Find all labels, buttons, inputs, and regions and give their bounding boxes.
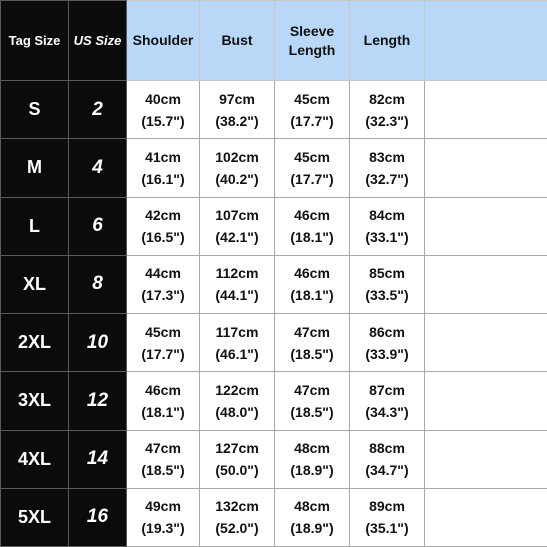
shoulder-cm-value: 47cm	[145, 440, 181, 457]
sleeve-cell	[275, 314, 350, 372]
bust-inch-value: (38.2")	[215, 112, 259, 129]
sleeve-inch-value: (18.1")	[290, 287, 334, 304]
shoulder-cm-value: 40cm	[145, 90, 181, 107]
header-us-size: US Size	[69, 1, 127, 81]
header-length: Length	[350, 1, 425, 81]
header-shoulder: Shoulder	[127, 1, 200, 81]
table-row	[1, 197, 547, 255]
length-cm-value: 82cm	[369, 90, 405, 107]
shoulder-cell	[127, 139, 200, 197]
us-size-cell: 12	[69, 372, 127, 430]
shoulder-cell	[127, 430, 200, 488]
length-cell	[350, 430, 425, 488]
tag-size-cell: 5XL	[1, 488, 69, 546]
bust-cm-value: 112cm	[215, 265, 259, 282]
length-cell	[350, 255, 425, 313]
blank-cell	[425, 255, 547, 313]
length-inch-value: (32.7")	[365, 170, 409, 187]
bust-cm-value: 97cm	[219, 90, 255, 107]
length-cell	[350, 197, 425, 255]
us-size-cell: 14	[69, 430, 127, 488]
shoulder-inch-value: (17.3")	[141, 287, 185, 304]
us-size-cell: 16	[69, 488, 127, 546]
blank-cell	[425, 488, 547, 546]
table-row	[1, 81, 547, 139]
bust-inch-value: (40.2")	[215, 170, 259, 187]
length-cm-value: 84cm	[369, 207, 405, 224]
tag-size-cell: M	[1, 139, 69, 197]
bust-inch-value: (42.1")	[215, 229, 259, 246]
bust-cell	[200, 139, 275, 197]
length-cm-value: 85cm	[369, 265, 405, 282]
header-row	[1, 1, 547, 81]
shoulder-inch-value: (19.3")	[141, 520, 185, 537]
length-cell	[350, 314, 425, 372]
shoulder-inch-value: (18.5")	[141, 462, 185, 479]
bust-cell	[200, 255, 275, 313]
blank-cell	[425, 314, 547, 372]
length-inch-value: (32.3")	[365, 112, 409, 129]
shoulder-cell	[127, 197, 200, 255]
sleeve-cm-value: 45cm	[294, 90, 330, 107]
blank-cell	[425, 197, 547, 255]
blank-cell	[425, 81, 547, 139]
sleeve-cm-value: 47cm	[294, 323, 330, 340]
bust-cm-value: 117cm	[215, 323, 259, 340]
sleeve-inch-value: (17.7")	[290, 170, 334, 187]
length-inch-value: (33.5")	[365, 287, 409, 304]
table-row	[1, 372, 547, 430]
bust-cell	[200, 488, 275, 546]
sleeve-cell	[275, 430, 350, 488]
header-tag-size: Tag Size	[1, 1, 69, 81]
shoulder-cm-value: 44cm	[145, 265, 181, 282]
shoulder-inch-value: (18.1")	[141, 403, 185, 420]
sleeve-cm-value: 47cm	[294, 381, 330, 398]
shoulder-cm-value: 41cm	[145, 148, 181, 165]
header-bust: Bust	[200, 1, 275, 81]
length-inch-value: (35.1")	[365, 520, 409, 537]
table-row	[1, 488, 547, 546]
sleeve-cm-value: 45cm	[294, 148, 330, 165]
shoulder-inch-value: (16.5")	[141, 229, 185, 246]
shoulder-inch-value: (15.7")	[141, 112, 185, 129]
shoulder-cell	[127, 255, 200, 313]
sleeve-cm-value: 48cm	[294, 498, 330, 515]
length-inch-value: (34.7")	[365, 462, 409, 479]
shoulder-inch-value: (16.1")	[141, 170, 185, 187]
shoulder-cm-value: 46cm	[145, 381, 181, 398]
bust-cm-value: 127cm	[215, 440, 259, 457]
us-size-cell: 2	[69, 81, 127, 139]
bust-cell	[200, 430, 275, 488]
bust-inch-value: (48.0")	[215, 403, 259, 420]
sleeve-cell	[275, 372, 350, 430]
us-size-cell: 10	[69, 314, 127, 372]
tag-size-cell: S	[1, 81, 69, 139]
us-size-cell: 8	[69, 255, 127, 313]
sleeve-cell	[275, 488, 350, 546]
header-sleeve-line1: Sleeve	[289, 22, 335, 39]
tag-size-cell: 4XL	[1, 430, 69, 488]
shoulder-cm-value: 45cm	[145, 323, 181, 340]
bust-cell	[200, 197, 275, 255]
sleeve-inch-value: (18.1")	[290, 229, 334, 246]
blank-cell	[425, 139, 547, 197]
us-size-cell: 4	[69, 139, 127, 197]
shoulder-inch-value: (17.7")	[141, 345, 185, 362]
sleeve-cell	[275, 197, 350, 255]
sleeve-cm-value: 48cm	[294, 440, 330, 457]
bust-cm-value: 107cm	[215, 207, 259, 224]
header-sleeve-line2: Length	[288, 41, 336, 58]
length-cm-value: 86cm	[369, 323, 405, 340]
length-inch-value: (33.1")	[365, 229, 409, 246]
length-cell	[350, 488, 425, 546]
bust-inch-value: (52.0")	[215, 520, 259, 537]
bust-cm-value: 132cm	[215, 498, 259, 515]
sleeve-cm-value: 46cm	[294, 207, 330, 224]
sleeve-inch-value: (18.9")	[290, 520, 334, 537]
blank-cell	[425, 372, 547, 430]
table-row	[1, 430, 547, 488]
bust-cell	[200, 81, 275, 139]
length-cell	[350, 81, 425, 139]
shoulder-cell	[127, 488, 200, 546]
shoulder-cell	[127, 314, 200, 372]
header-sleeve-length	[275, 1, 350, 81]
length-cm-value: 87cm	[369, 381, 405, 398]
bust-inch-value: (46.1")	[215, 345, 259, 362]
bust-inch-value: (50.0")	[215, 462, 259, 479]
tag-size-cell: 2XL	[1, 314, 69, 372]
shoulder-cell	[127, 372, 200, 430]
table-row	[1, 255, 547, 313]
bust-cell	[200, 314, 275, 372]
shoulder-cm-value: 42cm	[145, 207, 181, 224]
header-blank	[425, 1, 547, 81]
table-row	[1, 139, 547, 197]
length-cell	[350, 372, 425, 430]
sleeve-inch-value: (18.5")	[290, 345, 334, 362]
tag-size-cell: XL	[1, 255, 69, 313]
sleeve-cell	[275, 255, 350, 313]
bust-cm-value: 122cm	[215, 381, 259, 398]
sleeve-inch-value: (18.9")	[290, 462, 334, 479]
sleeve-cell	[275, 139, 350, 197]
sleeve-inch-value: (18.5")	[290, 403, 334, 420]
table-row	[1, 314, 547, 372]
length-cm-value: 88cm	[369, 440, 405, 457]
length-inch-value: (33.9")	[365, 345, 409, 362]
length-cell	[350, 139, 425, 197]
us-size-cell: 6	[69, 197, 127, 255]
sleeve-cell	[275, 81, 350, 139]
length-inch-value: (34.3")	[365, 403, 409, 420]
size-rows	[1, 81, 547, 547]
sleeve-inch-value: (17.7")	[290, 112, 334, 129]
blank-cell	[425, 430, 547, 488]
tag-size-cell: 3XL	[1, 372, 69, 430]
bust-cell	[200, 372, 275, 430]
sleeve-cm-value: 46cm	[294, 265, 330, 282]
shoulder-cell	[127, 81, 200, 139]
length-cm-value: 89cm	[369, 498, 405, 515]
shoulder-cm-value: 49cm	[145, 498, 181, 515]
tag-size-cell: L	[1, 197, 69, 255]
bust-cm-value: 102cm	[215, 148, 259, 165]
bust-inch-value: (44.1")	[215, 287, 259, 304]
length-cm-value: 83cm	[369, 148, 405, 165]
